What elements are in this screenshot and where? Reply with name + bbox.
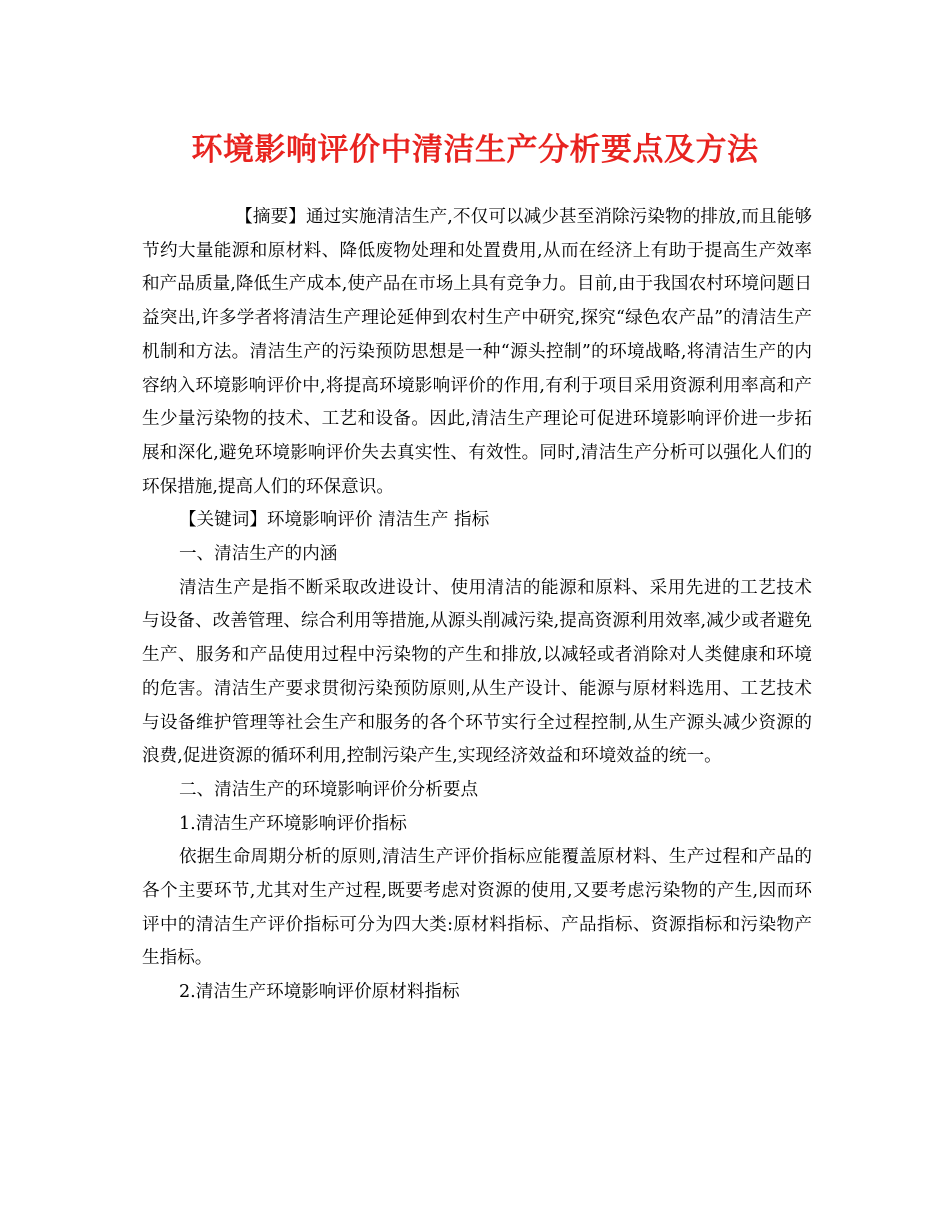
subsection-heading-2: 2.清洁生产环境影响评价原材料指标	[178, 982, 460, 1003]
abstract-paragraph: 【摘要】通过实施清洁生产,不仅可以减少甚至消除污染物的排放,而且能够节约大量能源和原材料、降低废物处理和处置费用,从而在经济上有助于提高生产效率和产品质量,降低生产成本,使产品在市场上具有竞争力。目前,由于我国农村环境问题日益突出,许多学者将清洁生产理论延伸到农村生产中研究,探究“绿色农产品”的清洁生产机制和方法。清洁生产的污染预防思想是一种“源头控制”的环境战略,将清洁生产的内容纳入环境影响评价中,将提高环境影响评价的作用,有利于项目采用资源利用率高和产生少量污染物的技术、工艺和设备。因此,清洁生产理论可促进环境影响评价进一步拓展和深化,避免环境影响评价失去真实性、有效性。同时,清洁生产分析可以强化人们的环保措施,提高人们的环保意识。	[142, 207, 812, 497]
document-title: 环境影响评价中清洁生产分析要点及方法	[191, 132, 759, 168]
body-paragraph: 清洁生产是指不断采取改进设计、使用清洁的能源和原料、采用先进的工艺技术与设备、改善管理、综合利用等措施,从源头削减污染,提高资源利用效率,减少或者避免生产、服务和产品使用过程中污染物的产生和排放,以减轻或者消除对人类健康和环境的危害。清洁生产要求贯彻污染预防原则,从生产设计、能源与原材料选用、工艺技术与设备维护管理等社会生产和服务的各个环节实行全过程控制,从生产源头减少资源的浪费,促进资源的循环利用,控制污染产生,实现经济效益和环境效益的统一。	[142, 577, 812, 767]
document-body	[142, 201, 812, 1010]
subsection-heading-1: 1.清洁生产环境影响评价指标	[178, 813, 407, 834]
body-paragraph: 依据生命周期分析的原则,清洁生产评价指标应能覆盖原材料、生产过程和产品的各个主要环节,尤其对生产过程,既要考虑对资源的使用,又要考虑污染物的产生,因而环评中的清洁生产评价指标可分为四大类:原材料指标、产品指标、资源指标和污染物产生指标。	[142, 847, 812, 969]
section-heading-2: 二、清洁生产的环境影响评价分析要点	[178, 779, 479, 800]
keywords-paragraph: 【关键词】环境影响评价 清洁生产 指标	[178, 510, 490, 531]
section-heading-1: 一、清洁生产的内涵	[178, 544, 338, 565]
